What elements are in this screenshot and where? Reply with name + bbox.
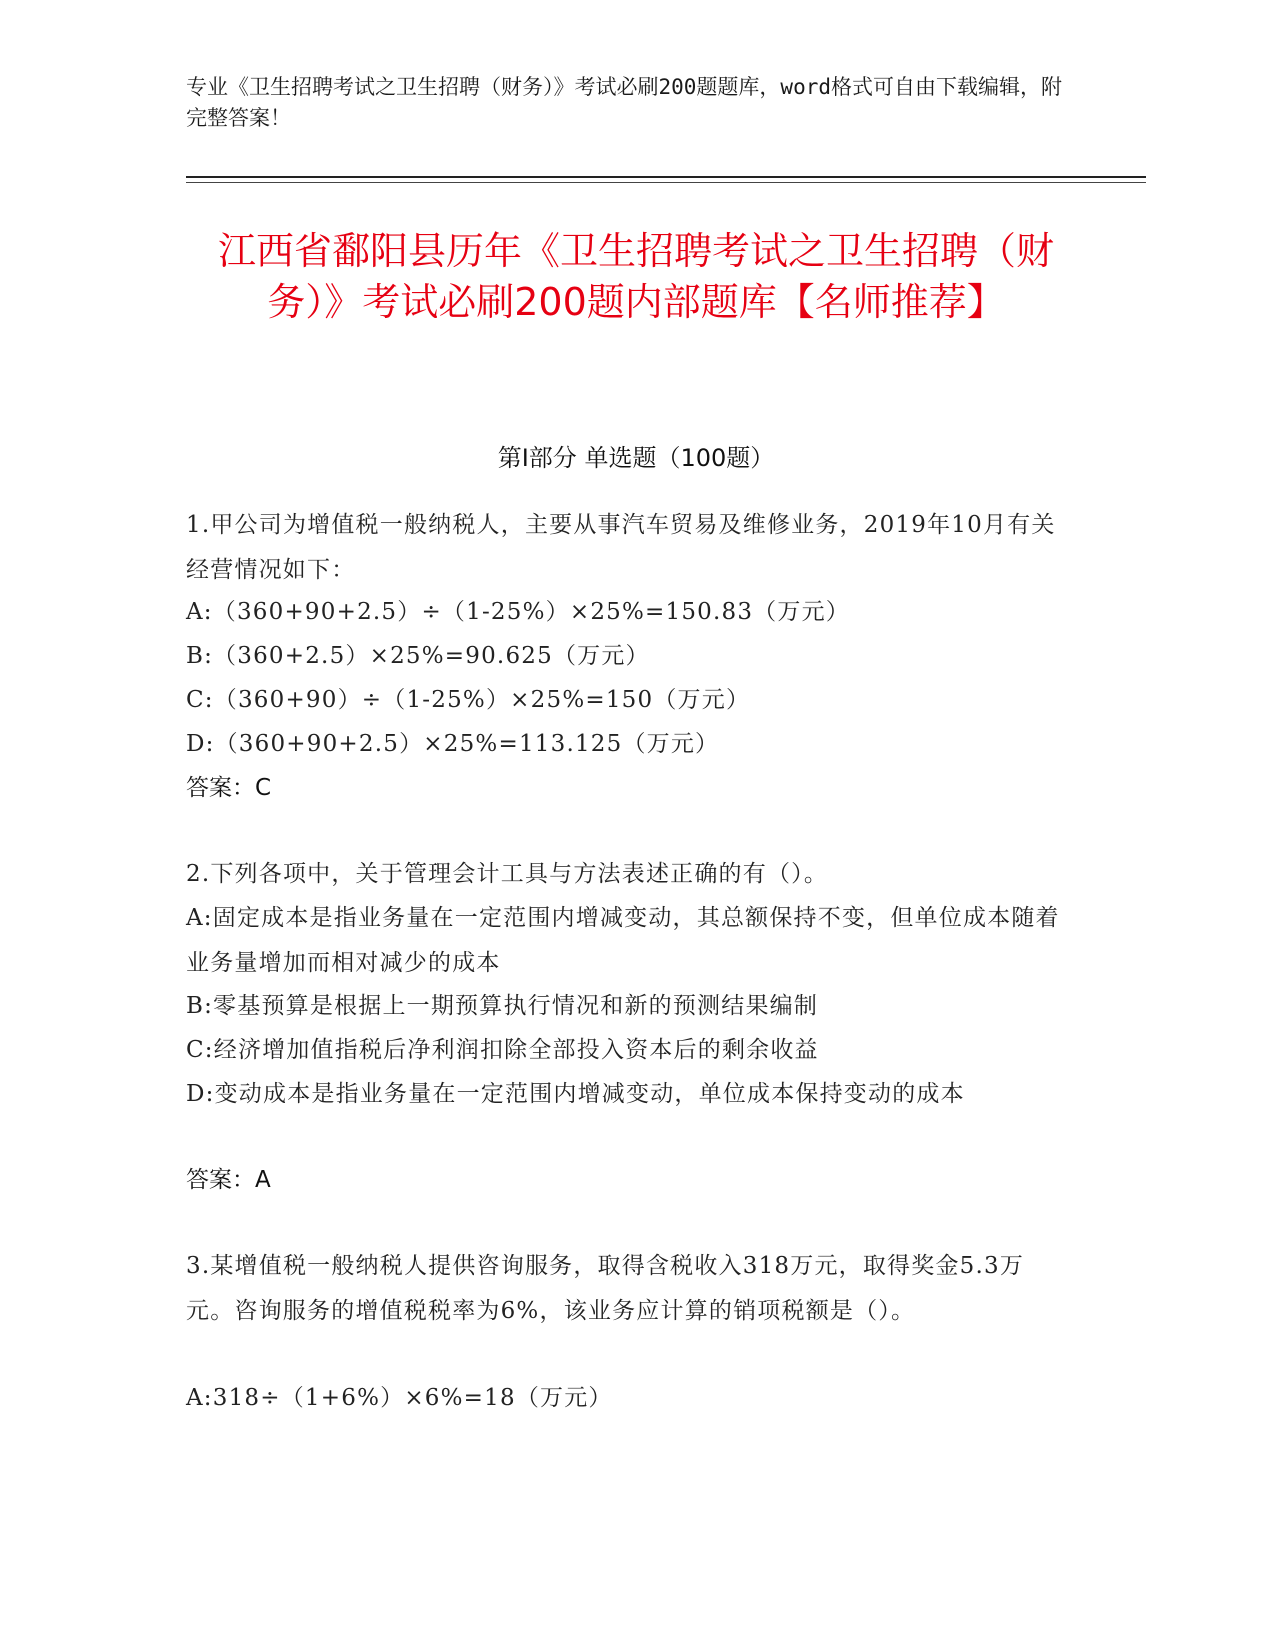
- header-divider-thin: [186, 182, 1146, 183]
- question-1-option-b: B:（360+2.5）×25%=90.625（万元）: [186, 643, 650, 669]
- question-2-text: 2.下列各项中，关于管理会计工具与方法表述正确的有（）。: [186, 861, 829, 887]
- header-note: 专业《卫生招聘考试之卫生招聘（财务）》考试必刷200题题库，word格式可自由下载编辑，附完整答案！: [186, 75, 1062, 130]
- question-1-option-d: D:（360+90+2.5）×25%=113.125（万元）: [186, 731, 720, 757]
- section-heading: 第Ⅰ部分 单选题（100题）: [497, 444, 775, 472]
- question-2-option-b: B:零基预算是根据上一期预算执行情况和新的预测结果编制: [186, 993, 819, 1019]
- question-2-option-c: C:经济增加值指税后净利润扣除全部投入资本后的剩余收益: [186, 1037, 819, 1063]
- question-1-option-a: A:（360+90+2.5）÷（1-25%）×25%=150.83（万元）: [186, 599, 850, 625]
- document-title: 江西省鄱阳县历年《卫生招聘考试之卫生招聘（财务）》考试必刷200题内部题库【名师推荐】: [217, 229, 1054, 324]
- question-2-option-d: D:变动成本是指业务量在一定范围内增减变动，单位成本保持变动的成本: [186, 1081, 965, 1107]
- question-3-option-a: A:318÷（1+6%）×6%=18（万元）: [186, 1385, 613, 1411]
- header-divider: [186, 176, 1146, 178]
- question-3-text: 3.某增值税一般纳税人提供咨询服务，取得含税收入318万元，取得奖金5.3万元。咨询服务的增值税税率为6%，该业务应计算的销项税额是（）。: [186, 1253, 1025, 1324]
- question-1-option-c: C:（360+90）÷（1-25%）×25%=150（万元）: [186, 687, 751, 713]
- question-2-option-a: A:固定成本是指业务量在一定范围内增减变动，其总额保持不变，但单位成本随着业务量增加而相对减少的成本: [186, 905, 1060, 976]
- question-2-answer: 答案：A: [186, 1167, 271, 1193]
- question-1-text: 1.甲公司为增值税一般纳税人，主要从事汽车贸易及维修业务，2019年10月有关经营情况如下：: [186, 512, 1056, 583]
- question-1-answer: 答案：C: [186, 775, 272, 801]
